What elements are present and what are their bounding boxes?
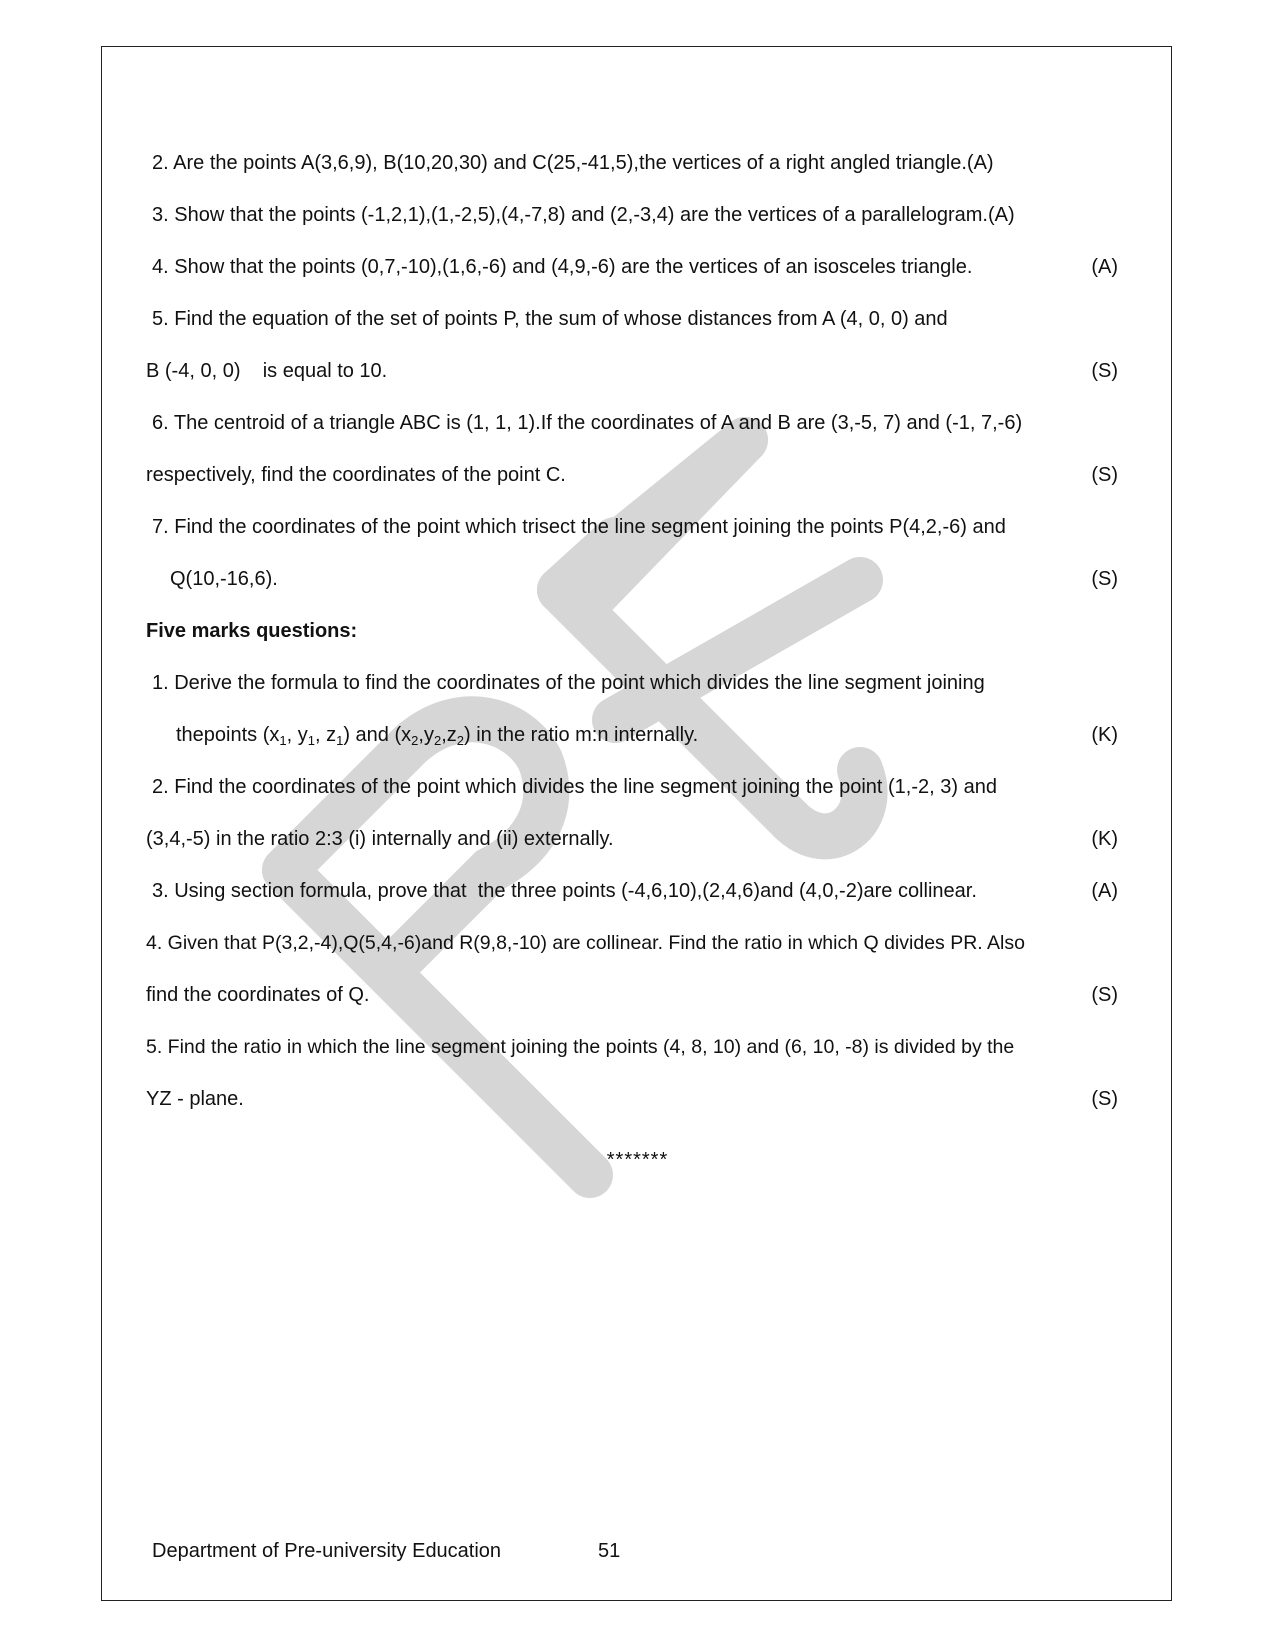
section-heading: Five marks questions: [146, 620, 358, 642]
formula-text: thepoints ($x_1$, $y_1$, $z_1$) and $(x_2,y_2,z_2)$ in the ratio m:n internally. [176, 724, 699, 748]
end-marker: ******* [606, 1149, 669, 1171]
footer-department: Department of Pre-university Education [152, 1540, 502, 1562]
page-number: 51 [598, 1540, 621, 1562]
